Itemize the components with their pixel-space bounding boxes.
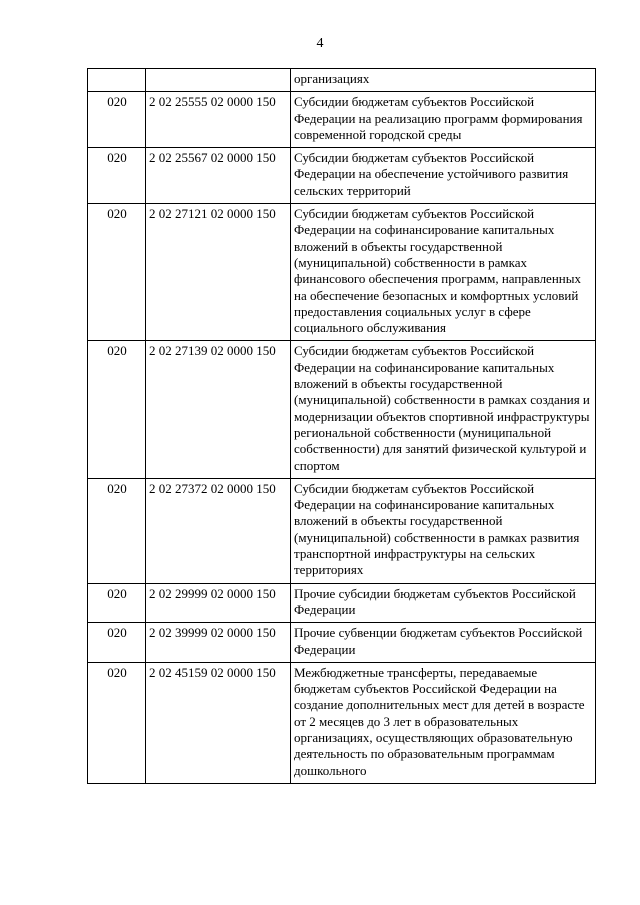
table-row <box>88 623 596 663</box>
admin-code-cell: 020 <box>88 478 146 583</box>
admin-code-cell: 020 <box>88 662 146 783</box>
table-row <box>88 204 596 341</box>
table-row <box>88 92 596 148</box>
admin-code-cell: 020 <box>88 204 146 341</box>
budget-code-cell: 2 02 45159 02 0000 150 <box>146 662 291 783</box>
table-row <box>88 341 596 478</box>
table-row <box>88 583 596 623</box>
revenue-name-cell: Субсидии бюджетам субъектов Российской Федерации на софинансирование капитальных вложений в объекты государственной (муниципальной) собственности в рамках развития транспортной инфраструктуры на сельских территориях <box>291 478 596 583</box>
revenue-name-cell: Субсидии бюджетам субъектов Российской Федерации на реализацию программ формирования современной городской среды <box>291 92 596 148</box>
admin-code-cell <box>88 69 146 92</box>
budget-code-cell <box>146 69 291 92</box>
admin-code-cell: 020 <box>88 623 146 663</box>
budget-code-cell: 2 02 29999 02 0000 150 <box>146 583 291 623</box>
table-row <box>88 148 596 204</box>
budget-revenue-table <box>87 68 596 784</box>
admin-code-cell: 020 <box>88 148 146 204</box>
budget-code-cell: 2 02 27139 02 0000 150 <box>146 341 291 478</box>
table-row <box>88 69 596 92</box>
revenue-name-cell: организациях <box>291 69 596 92</box>
revenue-name-cell: Субсидии бюджетам субъектов Российской Федерации на софинансирование капитальных вложений в объекты государственной (муниципальной) собственности в рамках создания и модернизации объектов спортивной инфраструктуры региональной собственности (муниципальной собственности) для занятий физической культурой и спортом <box>291 341 596 478</box>
budget-code-cell: 2 02 27121 02 0000 150 <box>146 204 291 341</box>
page-number: 4 <box>316 36 324 51</box>
admin-code-cell: 020 <box>88 92 146 148</box>
budget-code-cell: 2 02 25555 02 0000 150 <box>146 92 291 148</box>
budget-code-cell: 2 02 27372 02 0000 150 <box>146 478 291 583</box>
revenue-name-cell: Субсидии бюджетам субъектов Российской Федерации на обеспечение устойчивого развития сельских территорий <box>291 148 596 204</box>
table-row <box>88 662 596 783</box>
revenue-name-cell: Прочие субвенции бюджетам субъектов Российской Федерации <box>291 623 596 663</box>
admin-code-cell: 020 <box>88 583 146 623</box>
revenue-name-cell: Межбюджетные трансферты, передаваемые бюджетам субъектов Российской Федерации на создание дополнительных мест для детей в возрасте от 2 месяцев до 3 лет в образовательных организациях, осуществляющих образовательную деятельность по образовательным программам дошкольного <box>291 662 596 783</box>
revenue-name-cell: Субсидии бюджетам субъектов Российской Федерации на софинансирование капитальных вложений в объекты государственной (муниципальной) собственности в рамках финансового обеспечения программ, направленных на обеспечение безопасных и комфортных условий предоставления социальных услуг в сфере социального обслуживания <box>291 204 596 341</box>
table-row <box>88 478 596 583</box>
budget-code-cell: 2 02 39999 02 0000 150 <box>146 623 291 663</box>
revenue-name-cell: Прочие субсидии бюджетам субъектов Российской Федерации <box>291 583 596 623</box>
budget-code-cell: 2 02 25567 02 0000 150 <box>146 148 291 204</box>
admin-code-cell: 020 <box>88 341 146 478</box>
